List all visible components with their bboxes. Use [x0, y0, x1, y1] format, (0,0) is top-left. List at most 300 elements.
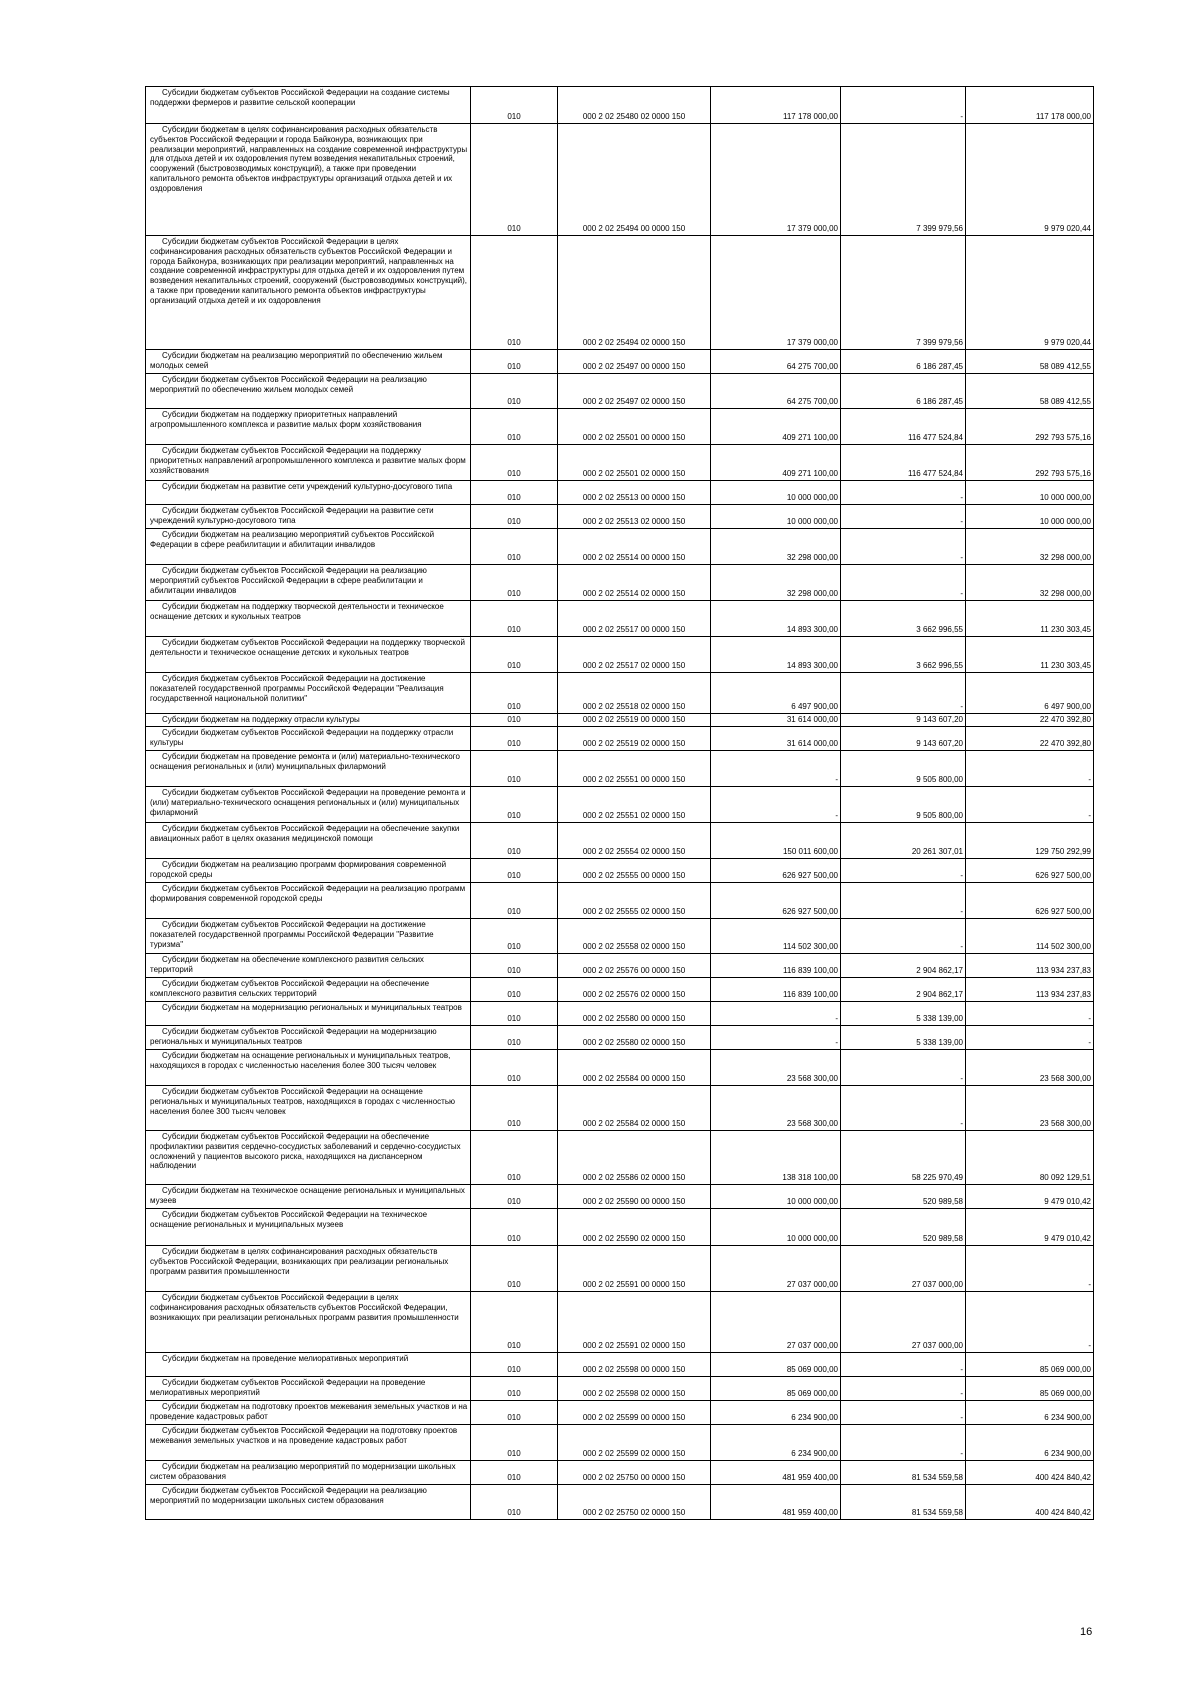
row-name-text: Субсидии бюджетам субъектов Российской Федерации на реализацию мероприятий по обеспечению жильем молодых семей	[150, 375, 427, 394]
row-executed-amount-cell: 5 338 139,00	[841, 1002, 966, 1026]
row-admin-code-cell: 010	[471, 919, 558, 954]
row-executed-amount-cell: 3 662 996,55	[841, 637, 966, 673]
row-name-text: Субсидии бюджетам субъектов Российской Федерации на реализацию программ формирования современной городской среды	[150, 884, 466, 903]
table-row	[146, 1050, 1094, 1086]
row-budget-code-cell: 000 2 02 25514 02 0000 150	[558, 565, 711, 601]
row-budget-code-cell: 000 2 02 25494 00 0000 150	[558, 124, 711, 236]
row-name-text: Субсидии бюджетам в целях софинансирования расходных обязательств субъектов Российской Федерации, возникающих при реализации региональных программ развития промышленности	[150, 1247, 449, 1276]
row-remaining-amount-cell: 10 000 000,00	[966, 481, 1094, 505]
row-approved-amount-cell: 116 839 100,00	[711, 954, 841, 978]
row-remaining-amount-cell: 292 793 575,16	[966, 409, 1094, 445]
row-budget-code-cell: 000 2 02 25591 00 0000 150	[558, 1246, 711, 1292]
row-admin-code-cell: 010	[471, 954, 558, 978]
table-row	[146, 1377, 1094, 1401]
row-remaining-amount-cell: -	[966, 787, 1094, 823]
table-row	[146, 1086, 1094, 1131]
row-approved-amount-cell: -	[711, 1026, 841, 1050]
row-remaining-amount-cell: 400 424 840,42	[966, 1461, 1094, 1485]
row-admin-code-cell: 010	[471, 409, 558, 445]
row-name-cell	[146, 350, 471, 374]
row-budget-code-cell: 000 2 02 25480 02 0000 150	[558, 87, 711, 124]
row-name-cell	[146, 1050, 471, 1086]
row-executed-amount-cell: 116 477 524,84	[841, 409, 966, 445]
row-name-text: Субсидии бюджетам на развитие сети учреждений культурно-досугового типа	[162, 482, 453, 491]
row-approved-amount-cell: 117 178 000,00	[711, 87, 841, 124]
row-executed-amount-cell: -	[841, 1353, 966, 1377]
row-approved-amount-cell: 6 234 900,00	[711, 1425, 841, 1461]
row-admin-code-cell: 010	[471, 445, 558, 481]
table-row	[146, 350, 1094, 374]
row-name-text: Субсидии бюджетам субъектов Российской Федерации на обеспечение профилактики развития сердечно-сосудистых заболеваний и сердечно-сосудистых осложнений у пациентов высокого риска, находящихся на диспансерном наблюдении	[150, 1132, 461, 1171]
row-budget-code-cell: 000 2 02 25599 00 0000 150	[558, 1401, 711, 1425]
row-name-text: Субсидии бюджетам субъектов Российской Федерации в целях софинансирования расходных обязательств субъектов Российской Федерации, возникающих при реализации региональных программ развития промышленности	[150, 1293, 459, 1322]
row-name-text: Субсидии бюджетам на проведение мелиоративных мероприятий	[162, 1354, 409, 1363]
row-admin-code-cell: 010	[471, 529, 558, 565]
row-budget-code-cell: 000 2 02 25584 00 0000 150	[558, 1050, 711, 1086]
row-approved-amount-cell: 64 275 700,00	[711, 350, 841, 374]
row-executed-amount-cell: -	[841, 919, 966, 954]
row-name-text: Субсидии бюджетам субъектов Российской Федерации в целях софинансирования расходных обязательств субъектов Российской Федерации и города Байконура, возникающих при реализации мероприятий, направленных на создание современной инфраструктуры для отдыха детей и их оздоровления путем возведения некапитальных строений, сооружений (быстровозводимых конструкций), а также при проведении капитального ремонта объектов инфраструктуры организаций отдыха детей и их оздоровления	[150, 237, 468, 305]
row-admin-code-cell: 010	[471, 727, 558, 751]
row-remaining-amount-cell: 23 568 300,00	[966, 1086, 1094, 1131]
row-approved-amount-cell: 31 614 000,00	[711, 714, 841, 727]
table-row	[146, 409, 1094, 445]
row-name-cell	[146, 1425, 471, 1461]
row-executed-amount-cell: 5 338 139,00	[841, 1026, 966, 1050]
row-approved-amount-cell: -	[711, 751, 841, 787]
row-remaining-amount-cell: 292 793 575,16	[966, 445, 1094, 481]
row-name-cell	[146, 954, 471, 978]
table-row	[146, 601, 1094, 637]
row-name-cell	[146, 787, 471, 823]
row-admin-code-cell: 010	[471, 124, 558, 236]
row-remaining-amount-cell: 58 089 412,55	[966, 350, 1094, 374]
row-name-cell	[146, 673, 471, 714]
row-name-text: Субсидия бюджетам субъектов Российской Федерации на достижение показателей государственной программы Российской Федерации "Реализация государственной национальной политики"	[150, 674, 444, 703]
table-row	[146, 1485, 1094, 1520]
row-executed-amount-cell: 116 477 524,84	[841, 445, 966, 481]
row-name-text: Субсидии бюджетам на оснащение региональных и муниципальных театров, находящихся в городах с численностью населения более 300 тысяч человек	[150, 1051, 451, 1070]
row-name-text: Субсидии бюджетам субъектов Российской Федерации на техническое оснащение региональных и муниципальных музеев	[150, 1210, 428, 1229]
row-admin-code-cell: 010	[471, 1377, 558, 1401]
row-executed-amount-cell: -	[841, 565, 966, 601]
row-approved-amount-cell: 10 000 000,00	[711, 505, 841, 529]
row-admin-code-cell: 010	[471, 1401, 558, 1425]
table-row	[146, 1209, 1094, 1246]
row-admin-code-cell: 010	[471, 601, 558, 637]
row-approved-amount-cell: 626 927 500,00	[711, 859, 841, 883]
row-approved-amount-cell: 14 893 300,00	[711, 637, 841, 673]
row-name-text: Субсидии бюджетам субъектов Российской Федерации на поддержку отрасли культуры	[150, 728, 454, 747]
row-approved-amount-cell: 17 379 000,00	[711, 236, 841, 350]
row-name-text: Субсидии бюджетам субъектов Российской Федерации на поддержку творческой деятельности и техническое оснащение детских и кукольных театров	[150, 638, 465, 657]
row-admin-code-cell: 010	[471, 505, 558, 529]
table-row	[146, 727, 1094, 751]
row-budget-code-cell: 000 2 02 25554 02 0000 150	[558, 823, 711, 859]
budget-table-container	[145, 86, 1093, 1520]
row-name-cell	[146, 481, 471, 505]
row-admin-code-cell: 010	[471, 481, 558, 505]
row-budget-code-cell: 000 2 02 25590 02 0000 150	[558, 1209, 711, 1246]
row-budget-code-cell: 000 2 02 25519 02 0000 150	[558, 727, 711, 751]
row-executed-amount-cell: 81 534 559,58	[841, 1485, 966, 1520]
row-executed-amount-cell: -	[841, 87, 966, 124]
row-remaining-amount-cell: 9 979 020,44	[966, 124, 1094, 236]
row-name-text: Субсидии бюджетам субъектов Российской Федерации на проведение ремонта и (или) материально-технического оснащения региональных и (или) муниципальных филармоний	[150, 788, 466, 817]
row-executed-amount-cell: -	[841, 481, 966, 505]
row-name-text: Субсидии бюджетам на поддержку творческой деятельности и техническое оснащение детских и кукольных театров	[150, 602, 444, 621]
row-approved-amount-cell: 10 000 000,00	[711, 1209, 841, 1246]
row-admin-code-cell: 010	[471, 236, 558, 350]
row-approved-amount-cell: 27 037 000,00	[711, 1292, 841, 1353]
row-approved-amount-cell: 27 037 000,00	[711, 1246, 841, 1292]
table-row	[146, 529, 1094, 565]
table-row	[146, 859, 1094, 883]
table-body	[146, 87, 1094, 1520]
row-remaining-amount-cell: 10 000 000,00	[966, 505, 1094, 529]
row-approved-amount-cell: 64 275 700,00	[711, 374, 841, 409]
row-name-cell	[146, 919, 471, 954]
row-budget-code-cell: 000 2 02 25580 02 0000 150	[558, 1026, 711, 1050]
row-name-cell	[146, 601, 471, 637]
row-name-cell	[146, 1086, 471, 1131]
row-approved-amount-cell: 10 000 000,00	[711, 1185, 841, 1209]
row-budget-code-cell: 000 2 02 25590 00 0000 150	[558, 1185, 711, 1209]
row-approved-amount-cell: 116 839 100,00	[711, 978, 841, 1002]
row-executed-amount-cell: 9 143 607,20	[841, 714, 966, 727]
row-executed-amount-cell: 6 186 287,45	[841, 374, 966, 409]
row-approved-amount-cell: 481 959 400,00	[711, 1485, 841, 1520]
row-approved-amount-cell: 114 502 300,00	[711, 919, 841, 954]
row-name-text: Субсидии бюджетам субъектов Российской Федерации на оснащение региональных и муниципальных театров, находящихся в городах с численностью населения более 300 тысяч человек	[150, 1087, 455, 1116]
table-row	[146, 787, 1094, 823]
row-executed-amount-cell: 9 143 607,20	[841, 727, 966, 751]
row-remaining-amount-cell: 626 927 500,00	[966, 859, 1094, 883]
row-remaining-amount-cell: 85 069 000,00	[966, 1377, 1094, 1401]
row-name-cell	[146, 1026, 471, 1050]
row-name-cell	[146, 637, 471, 673]
row-approved-amount-cell: 138 318 100,00	[711, 1131, 841, 1185]
row-budget-code-cell: 000 2 02 25551 02 0000 150	[558, 787, 711, 823]
row-budget-code-cell: 000 2 02 25598 02 0000 150	[558, 1377, 711, 1401]
row-budget-code-cell: 000 2 02 25497 02 0000 150	[558, 374, 711, 409]
row-executed-amount-cell: -	[841, 859, 966, 883]
row-executed-amount-cell: -	[841, 1377, 966, 1401]
row-approved-amount-cell: 150 011 600,00	[711, 823, 841, 859]
row-name-cell	[146, 87, 471, 124]
row-budget-code-cell: 000 2 02 25599 02 0000 150	[558, 1425, 711, 1461]
row-budget-code-cell: 000 2 02 25555 00 0000 150	[558, 859, 711, 883]
table-row	[146, 883, 1094, 919]
row-budget-code-cell: 000 2 02 25513 00 0000 150	[558, 481, 711, 505]
row-name-text: Субсидии бюджетам субъектов Российской Федерации на проведение мелиоративных мероприятий	[150, 1378, 426, 1397]
row-admin-code-cell: 010	[471, 1050, 558, 1086]
row-approved-amount-cell: 481 959 400,00	[711, 1461, 841, 1485]
row-executed-amount-cell: 2 904 862,17	[841, 978, 966, 1002]
row-remaining-amount-cell: 117 178 000,00	[966, 87, 1094, 124]
row-name-text: Субсидии бюджетам в целях софинансирования расходных обязательств субъектов Российской Федерации и города Байконура, возникающих при реализации мероприятий, направленных на создание современной инфраструктуры для отдыха детей и их оздоровления путем возведения некапитальных строений, сооружений (быстровозводимых конструкций), а также при проведении капитального ремонта объектов инфраструктуры организаций отдыха детей и их оздоровления	[150, 125, 468, 193]
row-remaining-amount-cell: 9 479 010,42	[966, 1209, 1094, 1246]
row-remaining-amount-cell: 9 479 010,42	[966, 1185, 1094, 1209]
row-approved-amount-cell: -	[711, 787, 841, 823]
row-name-text: Субсидии бюджетам на техническое оснащение региональных и муниципальных музеев	[150, 1186, 465, 1205]
table-row	[146, 1425, 1094, 1461]
row-budget-code-cell: 000 2 02 25750 02 0000 150	[558, 1485, 711, 1520]
row-budget-code-cell: 000 2 02 25598 00 0000 150	[558, 1353, 711, 1377]
row-remaining-amount-cell: -	[966, 1002, 1094, 1026]
row-name-cell	[146, 409, 471, 445]
row-admin-code-cell: 010	[471, 565, 558, 601]
row-name-cell	[146, 124, 471, 236]
row-budget-code-cell: 000 2 02 25513 02 0000 150	[558, 505, 711, 529]
row-name-cell	[146, 236, 471, 350]
row-executed-amount-cell: 6 186 287,45	[841, 350, 966, 374]
row-budget-code-cell: 000 2 02 25501 02 0000 150	[558, 445, 711, 481]
row-remaining-amount-cell: 11 230 303,45	[966, 601, 1094, 637]
table-row	[146, 565, 1094, 601]
row-budget-code-cell: 000 2 02 25501 00 0000 150	[558, 409, 711, 445]
table-row	[146, 1002, 1094, 1026]
row-name-cell	[146, 1002, 471, 1026]
row-budget-code-cell: 000 2 02 25555 02 0000 150	[558, 883, 711, 919]
row-executed-amount-cell: 7 399 979,56	[841, 124, 966, 236]
row-admin-code-cell: 010	[471, 1185, 558, 1209]
row-budget-code-cell: 000 2 02 25519 00 0000 150	[558, 714, 711, 727]
row-approved-amount-cell: 23 568 300,00	[711, 1050, 841, 1086]
table-row	[146, 1026, 1094, 1050]
table-row	[146, 978, 1094, 1002]
row-name-cell	[146, 978, 471, 1002]
row-approved-amount-cell: 85 069 000,00	[711, 1353, 841, 1377]
row-executed-amount-cell: 9 505 800,00	[841, 787, 966, 823]
row-budget-code-cell: 000 2 02 25517 00 0000 150	[558, 601, 711, 637]
row-executed-amount-cell: -	[841, 529, 966, 565]
row-name-text: Субсидии бюджетам субъектов Российской Федерации на реализацию мероприятий по модернизации школьных систем образования	[150, 1486, 427, 1505]
row-remaining-amount-cell: 6 497 900,00	[966, 673, 1094, 714]
row-name-cell	[146, 1131, 471, 1185]
row-admin-code-cell: 010	[471, 714, 558, 727]
row-admin-code-cell: 010	[471, 978, 558, 1002]
row-approved-amount-cell: -	[711, 1002, 841, 1026]
row-approved-amount-cell: 85 069 000,00	[711, 1377, 841, 1401]
row-remaining-amount-cell: 85 069 000,00	[966, 1353, 1094, 1377]
row-admin-code-cell: 010	[471, 673, 558, 714]
row-admin-code-cell: 010	[471, 1353, 558, 1377]
row-approved-amount-cell: 10 000 000,00	[711, 481, 841, 505]
row-remaining-amount-cell: 6 234 900,00	[966, 1401, 1094, 1425]
row-name-cell	[146, 1401, 471, 1425]
table-row	[146, 505, 1094, 529]
row-name-cell	[146, 751, 471, 787]
row-executed-amount-cell: -	[841, 505, 966, 529]
row-name-cell	[146, 714, 471, 727]
table-row	[146, 124, 1094, 236]
row-name-cell	[146, 823, 471, 859]
row-name-text: Субсидии бюджетам на обеспечение комплексного развития сельских территорий	[150, 955, 424, 974]
table-row	[146, 1246, 1094, 1292]
row-remaining-amount-cell: 6 234 900,00	[966, 1425, 1094, 1461]
table-row	[146, 1353, 1094, 1377]
row-budget-code-cell: 000 2 02 25750 00 0000 150	[558, 1461, 711, 1485]
row-remaining-amount-cell: 9 979 020,44	[966, 236, 1094, 350]
table-row	[146, 481, 1094, 505]
row-admin-code-cell: 010	[471, 823, 558, 859]
row-budget-code-cell: 000 2 02 25551 00 0000 150	[558, 751, 711, 787]
table-row	[146, 236, 1094, 350]
row-approved-amount-cell: 14 893 300,00	[711, 601, 841, 637]
row-admin-code-cell: 010	[471, 751, 558, 787]
row-admin-code-cell: 010	[471, 1485, 558, 1520]
row-budget-code-cell: 000 2 02 25517 02 0000 150	[558, 637, 711, 673]
table-row	[146, 919, 1094, 954]
row-budget-code-cell: 000 2 02 25584 02 0000 150	[558, 1086, 711, 1131]
row-admin-code-cell: 010	[471, 374, 558, 409]
row-name-cell	[146, 1209, 471, 1246]
table-row	[146, 374, 1094, 409]
row-approved-amount-cell: 6 497 900,00	[711, 673, 841, 714]
row-remaining-amount-cell: 80 092 129,51	[966, 1131, 1094, 1185]
row-remaining-amount-cell: -	[966, 1026, 1094, 1050]
row-name-cell	[146, 1353, 471, 1377]
row-approved-amount-cell: 6 234 900,00	[711, 1401, 841, 1425]
row-admin-code-cell: 010	[471, 787, 558, 823]
row-name-text: Субсидии бюджетам субъектов Российской Федерации на развитие сети учреждений культурно-досугового типа	[150, 506, 434, 525]
table-row	[146, 87, 1094, 124]
row-name-cell	[146, 1485, 471, 1520]
row-executed-amount-cell: 20 261 307,01	[841, 823, 966, 859]
row-approved-amount-cell: 32 298 000,00	[711, 565, 841, 601]
row-budget-code-cell: 000 2 02 25591 02 0000 150	[558, 1292, 711, 1353]
row-admin-code-cell: 010	[471, 637, 558, 673]
table-row	[146, 1185, 1094, 1209]
row-executed-amount-cell: 7 399 979,56	[841, 236, 966, 350]
row-remaining-amount-cell: 400 424 840,42	[966, 1485, 1094, 1520]
row-admin-code-cell: 010	[471, 87, 558, 124]
row-name-text: Субсидии бюджетам на реализацию программ формирования современной городской среды	[150, 860, 447, 879]
row-executed-amount-cell: -	[841, 1425, 966, 1461]
row-admin-code-cell: 010	[471, 1246, 558, 1292]
row-name-cell	[146, 1461, 471, 1485]
row-name-text: Субсидии бюджетам субъектов Российской Федерации на модернизацию региональных и муниципальных театров	[150, 1027, 437, 1046]
row-name-text: Субсидии бюджетам на реализацию мероприятий по обеспечению жильем молодых семей	[150, 351, 443, 370]
row-approved-amount-cell: 32 298 000,00	[711, 529, 841, 565]
row-budget-code-cell: 000 2 02 25580 00 0000 150	[558, 1002, 711, 1026]
row-admin-code-cell: 010	[471, 350, 558, 374]
row-budget-code-cell: 000 2 02 25576 02 0000 150	[558, 978, 711, 1002]
row-name-text: Субсидии бюджетам субъектов Российской Федерации на обеспечение закупки авиационных работ в целях оказания медицинской помощи	[150, 824, 460, 843]
table-row	[146, 1131, 1094, 1185]
row-approved-amount-cell: 409 271 100,00	[711, 445, 841, 481]
row-executed-amount-cell: 27 037 000,00	[841, 1292, 966, 1353]
row-remaining-amount-cell: 58 089 412,55	[966, 374, 1094, 409]
row-approved-amount-cell: 626 927 500,00	[711, 883, 841, 919]
row-remaining-amount-cell: -	[966, 1246, 1094, 1292]
row-name-cell	[146, 1377, 471, 1401]
row-name-cell	[146, 505, 471, 529]
row-admin-code-cell: 010	[471, 1461, 558, 1485]
table-row	[146, 673, 1094, 714]
row-name-cell	[146, 374, 471, 409]
row-approved-amount-cell: 31 614 000,00	[711, 727, 841, 751]
row-budget-code-cell: 000 2 02 25586 02 0000 150	[558, 1131, 711, 1185]
row-budget-code-cell: 000 2 02 25514 00 0000 150	[558, 529, 711, 565]
table-row	[146, 637, 1094, 673]
row-name-cell	[146, 859, 471, 883]
table-row	[146, 714, 1094, 727]
page-number: 16	[1080, 1626, 1093, 1638]
row-name-cell	[146, 727, 471, 751]
row-remaining-amount-cell: 22 470 392,80	[966, 714, 1094, 727]
row-budget-code-cell: 000 2 02 25558 02 0000 150	[558, 919, 711, 954]
row-admin-code-cell: 010	[471, 883, 558, 919]
row-name-text: Субсидии бюджетам субъектов Российской Федерации на реализацию мероприятий субъектов Российской Федерации в сфере реабилитации и абилитации инвалидов	[150, 566, 427, 595]
row-executed-amount-cell: 3 662 996,55	[841, 601, 966, 637]
row-remaining-amount-cell: 32 298 000,00	[966, 529, 1094, 565]
row-admin-code-cell: 010	[471, 1209, 558, 1246]
table-row	[146, 823, 1094, 859]
row-name-text: Субсидии бюджетам субъектов Российской Федерации на достижение показателей государственной программы Российской Федерации "Развитие туризма"	[150, 920, 434, 949]
row-admin-code-cell: 010	[471, 1425, 558, 1461]
row-approved-amount-cell: 409 271 100,00	[711, 409, 841, 445]
budget-revenue-table	[145, 86, 1094, 1520]
row-admin-code-cell: 010	[471, 859, 558, 883]
row-name-text: Субсидии бюджетам субъектов Российской Федерации на обеспечение комплексного развития сельских территорий	[150, 979, 430, 998]
row-approved-amount-cell: 23 568 300,00	[711, 1086, 841, 1131]
row-remaining-amount-cell: 113 934 237,83	[966, 954, 1094, 978]
row-executed-amount-cell: 520 989,58	[841, 1209, 966, 1246]
row-remaining-amount-cell: 129 750 292,99	[966, 823, 1094, 859]
row-budget-code-cell: 000 2 02 25576 00 0000 150	[558, 954, 711, 978]
row-name-cell	[146, 1292, 471, 1353]
row-name-text: Субсидии бюджетам на подготовку проектов межевания земельных участков и на проведение кадастровых работ	[150, 1402, 468, 1421]
row-executed-amount-cell: 58 225 970,49	[841, 1131, 966, 1185]
row-remaining-amount-cell: 114 502 300,00	[966, 919, 1094, 954]
row-name-text: Субсидии бюджетам на поддержку отрасли культуры	[162, 715, 360, 724]
row-name-cell	[146, 529, 471, 565]
row-remaining-amount-cell: 11 230 303,45	[966, 637, 1094, 673]
table-row	[146, 954, 1094, 978]
row-name-text: Субсидии бюджетам на проведение ремонта и (или) материально-технического оснащения региональных и (или) муниципальных филармоний	[150, 752, 460, 771]
row-executed-amount-cell: 81 534 559,58	[841, 1461, 966, 1485]
row-executed-amount-cell: -	[841, 1401, 966, 1425]
row-name-text: Субсидии бюджетам на модернизацию региональных и муниципальных театров	[162, 1003, 462, 1012]
row-remaining-amount-cell: 113 934 237,83	[966, 978, 1094, 1002]
row-remaining-amount-cell: 32 298 000,00	[966, 565, 1094, 601]
row-name-cell	[146, 565, 471, 601]
row-remaining-amount-cell: 23 568 300,00	[966, 1050, 1094, 1086]
row-executed-amount-cell: -	[841, 1086, 966, 1131]
row-admin-code-cell: 010	[471, 1131, 558, 1185]
row-name-text: Субсидии бюджетам субъектов Российской Федерации на поддержку приоритетных направлений агропромышленного комплекса и развитие малых форм хозяйствования	[150, 446, 466, 475]
row-budget-code-cell: 000 2 02 25494 02 0000 150	[558, 236, 711, 350]
row-admin-code-cell: 010	[471, 1002, 558, 1026]
row-name-cell	[146, 445, 471, 481]
row-executed-amount-cell: -	[841, 1050, 966, 1086]
table-row	[146, 445, 1094, 481]
row-budget-code-cell: 000 2 02 25497 00 0000 150	[558, 350, 711, 374]
row-admin-code-cell: 010	[471, 1292, 558, 1353]
row-executed-amount-cell: 9 505 800,00	[841, 751, 966, 787]
row-approved-amount-cell: 17 379 000,00	[711, 124, 841, 236]
row-executed-amount-cell: 2 904 862,17	[841, 954, 966, 978]
table-row	[146, 1461, 1094, 1485]
row-remaining-amount-cell: 626 927 500,00	[966, 883, 1094, 919]
row-executed-amount-cell: 27 037 000,00	[841, 1246, 966, 1292]
row-name-cell	[146, 1246, 471, 1292]
table-row	[146, 1292, 1094, 1353]
row-executed-amount-cell: -	[841, 883, 966, 919]
row-admin-code-cell: 010	[471, 1026, 558, 1050]
